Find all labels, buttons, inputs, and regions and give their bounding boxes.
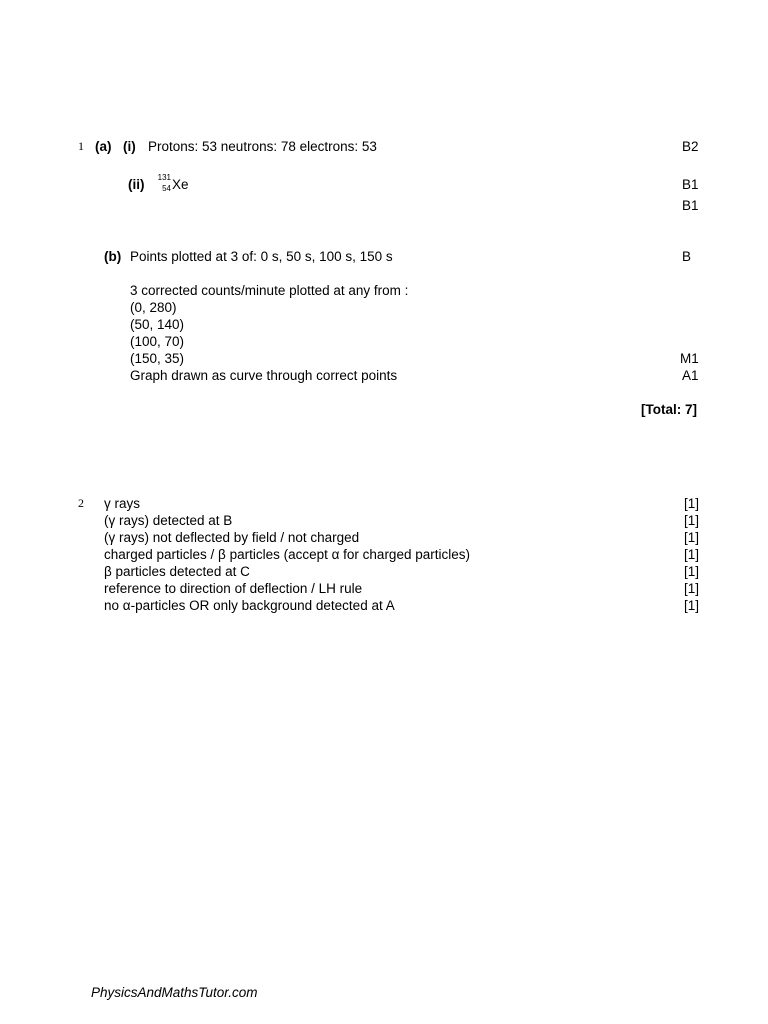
part-b-line: 3 corrected counts/minute plotted at any from : [130, 283, 409, 298]
part-b-label: (b) [104, 249, 122, 264]
part-b-line: (150, 35) [130, 351, 185, 366]
q2-line: reference to direction of deflection / LH rule [104, 581, 363, 596]
q2-mark: [1] [684, 513, 700, 528]
q2-line: γ rays [104, 496, 141, 511]
part-b-line: (50, 140) [130, 317, 185, 332]
total-marks: [Total: 7] [641, 402, 697, 417]
part-b-answer: Points plotted at 3 of: 0 s, 50 s, 100 s, 150 s [130, 249, 393, 264]
mark-ii-2: B1 [682, 198, 699, 213]
part-b-line: (100, 70) [130, 334, 185, 349]
element-symbol: Xe [172, 177, 189, 192]
subpart-i-label: (i) [123, 139, 136, 154]
atomic-number: 54 [162, 184, 171, 193]
question-1-number: 1 [78, 139, 84, 153]
q2-mark: [1] [684, 564, 700, 579]
mark-i: B2 [682, 139, 699, 154]
part-a-label: (a) [95, 139, 112, 154]
q2-line: charged particles / β particles (accept α for charged particles) [104, 547, 470, 562]
subpart-i-answer: Protons: 53 neutrons: 78 electrons: 53 [148, 139, 377, 154]
subpart-ii-label: (ii) [128, 177, 145, 192]
nuclide-numbers [157, 173, 172, 193]
part-b-line: (0, 280) [130, 300, 177, 315]
q2-line: (γ rays) detected at B [104, 513, 233, 528]
q2-mark: [1] [684, 598, 700, 613]
question-2-number: 2 [78, 496, 84, 510]
mass-number: 131 [157, 173, 171, 182]
mark-ii-1: B1 [682, 177, 699, 192]
q2-mark: [1] [684, 581, 700, 596]
q2-mark: [1] [684, 530, 700, 545]
mark-a1: A1 [682, 368, 699, 383]
footer-site: PhysicsAndMathsTutor.com [91, 985, 258, 1000]
q2-mark: [1] [684, 496, 700, 511]
mark-m1: M1 [680, 351, 699, 366]
q2-line: β particles detected at C [104, 564, 250, 579]
q2-line: no α-particles OR only background detected at A [104, 598, 395, 613]
mark-b: B [682, 249, 692, 264]
nuclide-notation [157, 173, 189, 193]
q2-mark: [1] [684, 547, 700, 562]
q2-line: (γ rays) not deflected by field / not charged [104, 530, 360, 545]
part-b-line: Graph drawn as curve through correct points [130, 368, 398, 383]
